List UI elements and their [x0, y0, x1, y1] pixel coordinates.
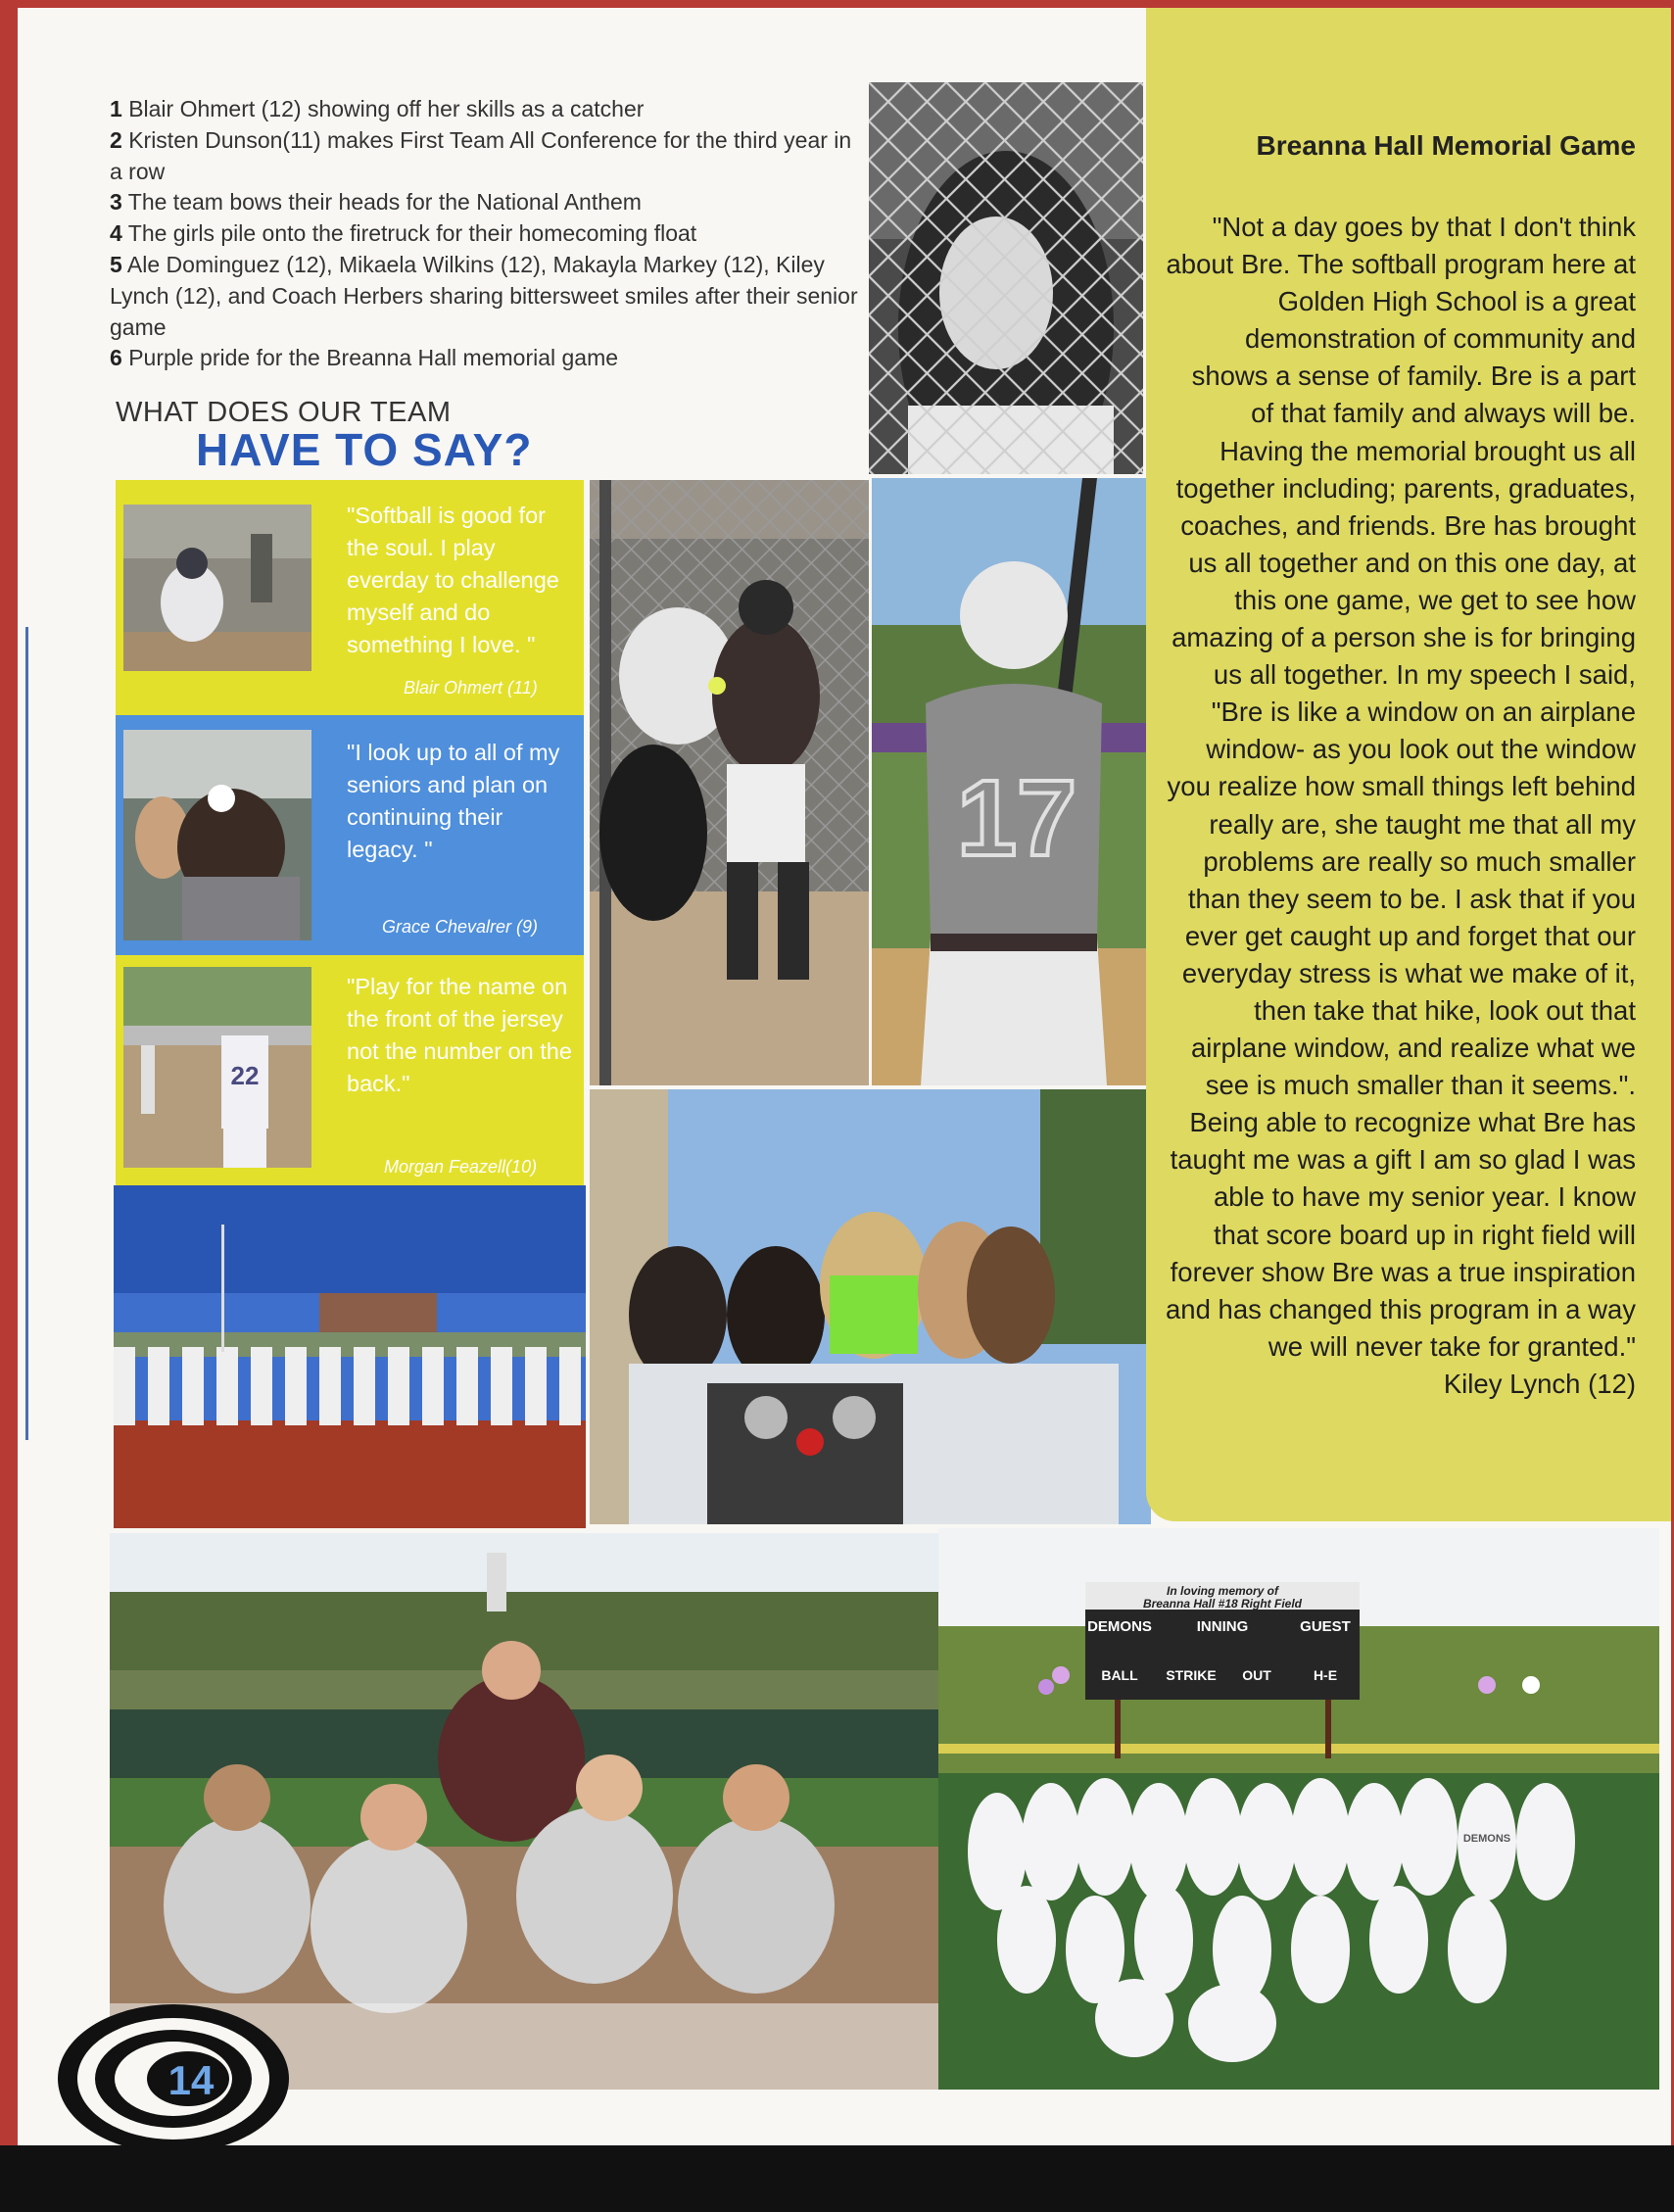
quote-photo-3 — [123, 967, 311, 1168]
jersey-17-text: 17 — [956, 758, 1077, 879]
quote-name-3: Morgan Feazell(10) — [384, 1157, 538, 1177]
photo-captions — [110, 94, 864, 374]
scoreboard-out: OUT — [1242, 1667, 1271, 1683]
batter-17-photo — [872, 478, 1148, 1085]
team-heading-line1: WHAT DOES OUR TEAM — [116, 397, 452, 428]
memorial-author: Kiley Lynch (12) — [1443, 1368, 1636, 1399]
portrait-photo — [869, 82, 1143, 474]
scoreboard-ball: BALL — [1101, 1667, 1138, 1683]
page-number-badge — [51, 1989, 296, 2155]
scoreboard-he: H-E — [1313, 1667, 1338, 1683]
scoreboard-guest: GUEST — [1300, 1618, 1351, 1635]
memorial-body — [1166, 209, 1636, 1403]
caption-3: 3 The team bows their heads for the National Anthem — [110, 189, 642, 216]
quote-box-2 — [116, 715, 584, 955]
memorial-quote: "Not a day goes by that I don't think about Bre. The softball program here at Golden High School is a great demonstration of community and shows a sense of family. Bre is a part of that family and always will be. Having the memorial brought us all together including; parents, graduates, coaches, and friends. Bre has brought us all together and on this one day, at this one game, we get to see how amazing of a person she is for bringing us all together. In my speech I said, "Bre is like a window on an airplane window- as you look out the window you realize how small things left behind really are, she taught me that all my problems are really so much smaller than they seem to be. I ask that if you ever get caught up and forget that our everyday stress is what we make of it, then take that hike, look out that airplane window, and realize what we see is much smaller than it seems.". Being able to recognize what Bre has taught me was a gift I am so glad I was able to have my senior year. I know that score board up in right field will forever show Bre was a true inspiration and has changed this program in a way we will never take for granted." — [1166, 212, 1637, 1362]
page-edge-line — [25, 627, 28, 1440]
shirt-text: DEMONS — [1462, 1833, 1511, 1845]
scoreboard-name-line: Breanna Hall #18 Right Field — [1142, 1597, 1303, 1611]
page-number: 14 — [167, 2057, 215, 2103]
caption-4: 4 The girls pile onto the firetruck for their homecoming float — [110, 220, 697, 247]
quote-box-3 — [116, 955, 584, 1185]
scoreboard-inning: INNING — [1196, 1618, 1249, 1635]
jersey-22-text: 22 — [230, 1061, 260, 1090]
caption-5: 5 Ale Dominguez (12), Mikaela Wilkins (12), Makayla Markey (12), Kiley Lynch (12), and Coach Herbers sharing bittersweet smiles after their senior game — [110, 251, 858, 340]
quote-box-1 — [116, 480, 584, 715]
quote-photo-2 — [123, 730, 311, 940]
scoreboard-strike: STRIKE — [1166, 1667, 1217, 1683]
quote-text-1: "Softball is good for the soul. I play everday to challenge myself and do something I love. " — [347, 503, 559, 657]
caption-1: 1 Blair Ohmert (12) showing off her skills as a catcher — [110, 96, 645, 121]
scoreboard-memory-line: In loving memory of — [1166, 1584, 1279, 1598]
caption-6: 6 Purple pride for the Breanna Hall memorial game — [110, 345, 619, 371]
quote-name-1: Blair Ohmert (11) — [404, 678, 538, 697]
quote-text-2: "I look up to all of my seniors and plan on continuing their legacy. " — [347, 740, 560, 862]
memorial-panel — [1146, 8, 1671, 1521]
bottom-shadow — [0, 2145, 1674, 2212]
firetruck-photo — [590, 1089, 1151, 1524]
scoreboard-demons: DEMONS — [1087, 1618, 1152, 1635]
team-heading-line2: HAVE TO SAY? — [196, 424, 533, 475]
catcher-photo — [590, 480, 869, 1085]
memorial-team-photo — [938, 1528, 1659, 2090]
caption-2: 2 Kristen Dunson(11) makes First Team All Conference for the third year in a row — [110, 126, 852, 184]
memorial-title: Breanna Hall Memorial Game — [1256, 130, 1636, 161]
quote-name-2: Grace Chevalrer (9) — [382, 917, 539, 937]
quote-photo-1 — [123, 505, 311, 671]
quote-text-3: "Play for the name on the front of the jersey not the number on the back." — [347, 974, 572, 1096]
national-anthem-photo — [114, 1185, 586, 1528]
